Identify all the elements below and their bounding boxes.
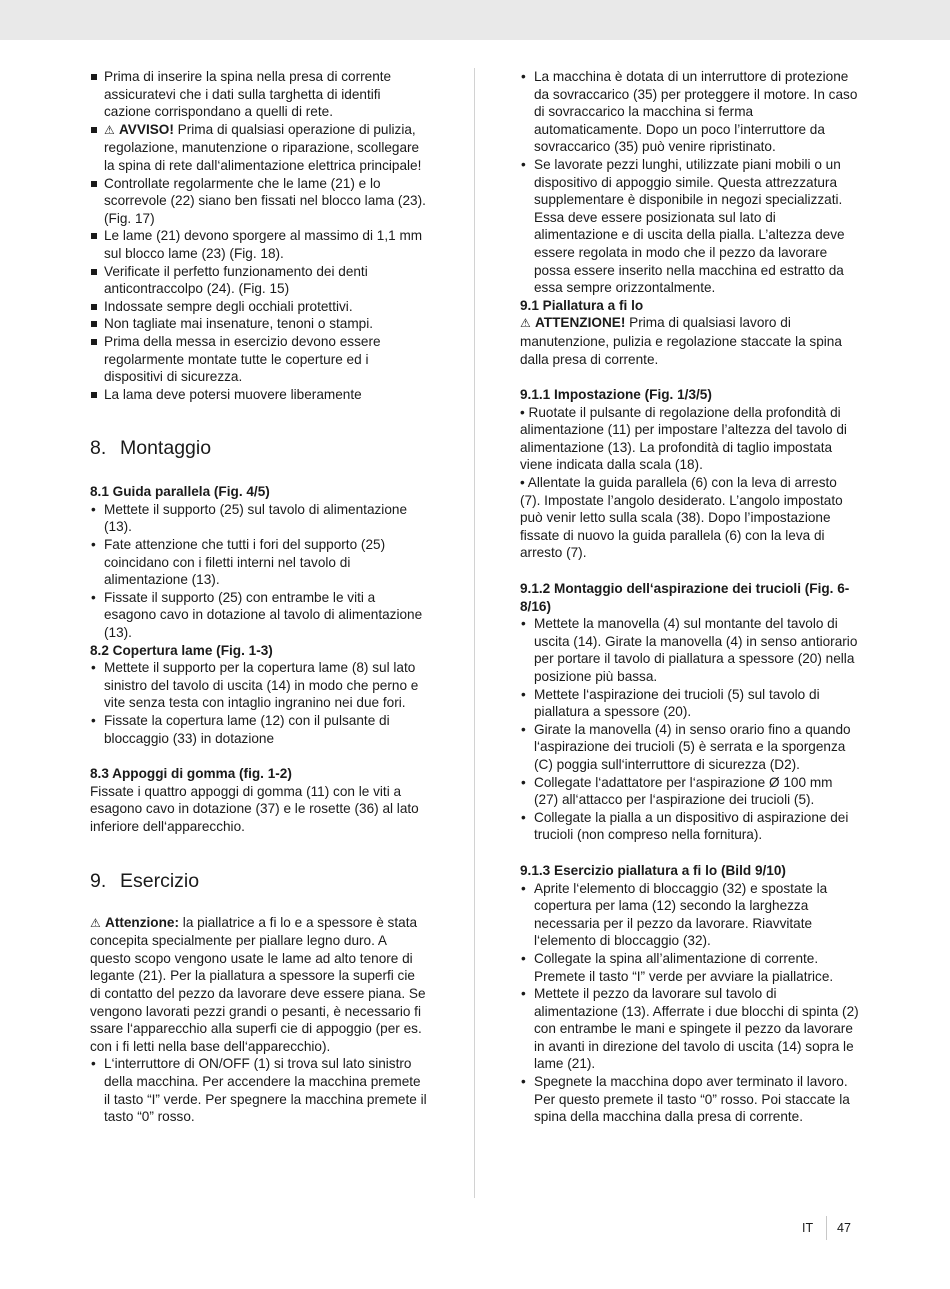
list-item: • Aprite l‘elemento di bloccaggio (32) e spostate la copertura per lama (12) secondo la larghezza necessaria per il pezzo da lavorare. Riavvitate l‘elemento di bloccaggio (32). [520, 880, 860, 950]
section-9-1-3-list [520, 880, 860, 1126]
list-item: • Collegate la spina all’alimentazione di corrente. Premete il tasto “I” verde per avviare la piallatrice. [520, 950, 860, 985]
section-8-heading: 8. Montaggio [90, 437, 212, 460]
section-8-2-heading: 8.2 Copertura lame (Fig. 1-3) [90, 642, 273, 658]
list-item: • Spegnete la macchina dopo aver terminato il lavoro. Per questo premete il tasto “0” rosso. Poi staccate la spina della macchina dalla presa di corrente. [520, 1073, 860, 1126]
list-item: • Mettete il supporto per la copertura lame (8) sul lato sinistro del tavolo di uscita (14) in modo che perno e vite senza testa con intaglio ingranino nei due fori. [90, 659, 428, 712]
list-item: • L‘interruttore di ON/OFF (1) si trova sul lato sinistro della macchina. Per accendere la macchina premete il tasto “I” verde. Per spegnere la macchina premete il tasto “0” rosso. [90, 1055, 428, 1125]
list-item: • Mettete il supporto (25) sul tavolo di alimentazione (13). [90, 501, 428, 536]
safety-item: Non tagliate mai insenature, tenoni o stampi. [90, 315, 428, 333]
section-9-1-2-list [520, 615, 860, 844]
section-8-1-list [90, 501, 428, 642]
safety-item: Prima di inserire la spina nella presa di corrente assicuratevi che i dati sulla targhetta di identifi cazione corrispondano a quelli di rete. [90, 68, 428, 121]
safety-item: Indossate sempre degli occhiali protettivi. [90, 298, 428, 316]
section-8-3-heading: 8.3 Appoggi di gomma (fig. 1-2) [90, 766, 292, 782]
safety-item: Le lame (21) devono sporgere al massimo di 1,1 mm sul blocco lame (23) (Fig. 18). [90, 227, 428, 262]
warning-label: AVVISO! [119, 121, 174, 137]
section-9-list-continued [520, 68, 860, 297]
safety-item: La lama deve potersi muovere liberamente [90, 386, 428, 404]
safety-item: Prima della messa in esercizio devono essere regolarmente montate tutte le coperture ed i dispositivi di sicurezza. [90, 333, 428, 386]
safety-item: Verificate il perfetto funzionamento dei denti anticontraccolpo (24). (Fig. 15) [90, 263, 428, 298]
list-item: • Collegate l‘adattatore per l‘aspirazione Ø 100 mm (27) all‘attacco per l‘aspirazione dei trucioli (5). [520, 774, 860, 809]
list-item: • Fissate il supporto (25) con entrambe le viti a esagono cavo in dotazione al tavolo di alimentazione (13). [90, 589, 428, 642]
attention-paragraph: ⚠ Attenzione: la piallatrice a fi lo e a spessore è stata concepita specialmente per piallare legno duro. A questo scopo vengono usate le lame ad alto tenore di legante (21). Per la piallatura a spessore la superfi cie di contatto del pezzo da lavorare deve essere piana. Se vengono lavorati pezzi grandi o pesanti, è necessario fi ssare l‘apparecchio alla superfi cie di appoggio (per es. con i fi letti nella base dell‘apparecchio). [90, 914, 426, 1054]
list-item: • Mettete il pezzo da lavorare sul tavolo di alimentazione (13). Afferrate i due blocchi di spinta (2) con entrambe le mani e spingete il pezzo da lavorare in avanti in direzione del tavolo di uscita (14) sopra le lame (21). [520, 985, 860, 1073]
safety-item: Controllate regolarmente che le lame (21) e lo scorrevole (22) siano ben fissati nel blocco lama (23). (Fig. 17) [90, 175, 428, 228]
language-code: IT [802, 1221, 814, 1235]
list-item: • Fissate la copertura lame (12) con il pulsante di bloccaggio (33) in dotazione [90, 712, 428, 747]
column-divider [474, 68, 475, 1198]
top-header-bar [0, 0, 950, 40]
section-9-1-2-heading: 9.1.2 Montaggio dell‘aspirazione dei trucioli (Fig. 6-8/16) [520, 581, 850, 614]
page-number: 47 [837, 1221, 851, 1235]
list-item: • Collegate la pialla a un dispositivo di aspirazione dei trucioli (non compreso nella fornitura). [520, 809, 860, 844]
safety-list [90, 68, 428, 403]
warning-triangle-icon: ⚠ [104, 122, 115, 137]
section-8-1-heading: 8.1 Guida parallela (Fig. 4/5) [90, 484, 270, 500]
section-9-1-warning: ⚠ ATTENZIONE! Prima di qualsiasi lavoro di manutenzione, pulizia e regolazione staccate la spina dalla presa di corrente. [520, 315, 842, 367]
left-column [90, 68, 428, 1126]
section-9-1-heading: 9.1 Piallatura a fi lo [520, 297, 644, 313]
section-9-1-1-heading: 9.1.1 Impostazione (Fig. 1/3/5) [520, 387, 712, 403]
section-9-list [90, 1055, 428, 1125]
section-9-1-1-para: • Ruotate il pulsante di regolazione della profondità di alimentazione (11) per impostare l’altezza del tavolo di alimentazione (13). La profondità di taglio impostata viene indicata dalla scala (18). [520, 404, 847, 473]
list-item: • Se lavorate pezzi lunghi, utilizzate piani mobili o un dispositivo di appoggio simile. Questa attrezzatura supplementare è disponibile in negozi specializzati. Essa deve essere posizionata sul lato di alimentazione e di uscita della pialla. L’altezza deve essere regolata in modo che il pezzo da lavorare possa essere inserito nella macchina ed estratto da essa sempre orizzontalmente. [520, 156, 860, 297]
right-column [520, 68, 860, 1126]
list-item: • Fate attenzione che tutti i fori del supporto (25) coincidano con i filetti interni nel tavolo di alimentazione (13). [90, 536, 428, 589]
list-item: • Mettete l‘aspirazione dei trucioli (5) sul tavolo di piallatura a spessore (20). [520, 686, 860, 721]
section-9-1-1-para: • Allentate la guida parallela (6) con la leva di arresto (7). Impostate l’angolo desiderato. L’angolo impostato può venir letto sulla scala (38). Dopo l’impostazione fissate di nuovo la guida parallela (6) con la leva di arresto (7). [520, 475, 843, 561]
section-8-2-list [90, 659, 428, 747]
section-9-1-3-heading: 9.1.3 Esercizio piallatura a fi lo (Bild 9/10) [520, 862, 786, 878]
section-9-heading: 9. Esercizio [90, 869, 200, 892]
section-8-3-text: Fissate i quattro appoggi di gomma (11) con le viti a esagono cavo in dotazione (37) e le rosette (36) al lato inferiore dell‘apparecchio. [90, 783, 419, 834]
warning-triangle-icon: ⚠ [520, 316, 531, 331]
footer-divider [826, 1216, 827, 1240]
list-item: • Girate la manovella (4) in senso orario fino a quando l‘aspirazione dei trucioli (5) è serrata e la sporgenza (C) poggia sull‘interruttore di sicurezza (D2). [520, 721, 860, 774]
safety-item-warning: ⚠ AVVISO! Prima di qualsiasi operazione di pulizia, regolazione, manutenzione o riparazione, scollegare la spina di rete dall‘alimentazione elettrica principale! [90, 121, 428, 175]
warning-triangle-icon: ⚠ [90, 915, 101, 930]
list-item: • La macchina è dotata di un interruttore di protezione da sovraccarico (35) per proteggere il motore. In caso di sovraccarico la macchina si ferma automaticamente. Dopo un poco l’interruttore da sovraccarico (35) può venire ripristinato. [520, 68, 860, 156]
list-item: • Mettete la manovella (4) sul montante del tavolo di uscita (14). Girate la manovella (4) in senso antiorario per portare il tavolo di piallatura a spessore (20) nella posizione più bassa. [520, 615, 860, 685]
